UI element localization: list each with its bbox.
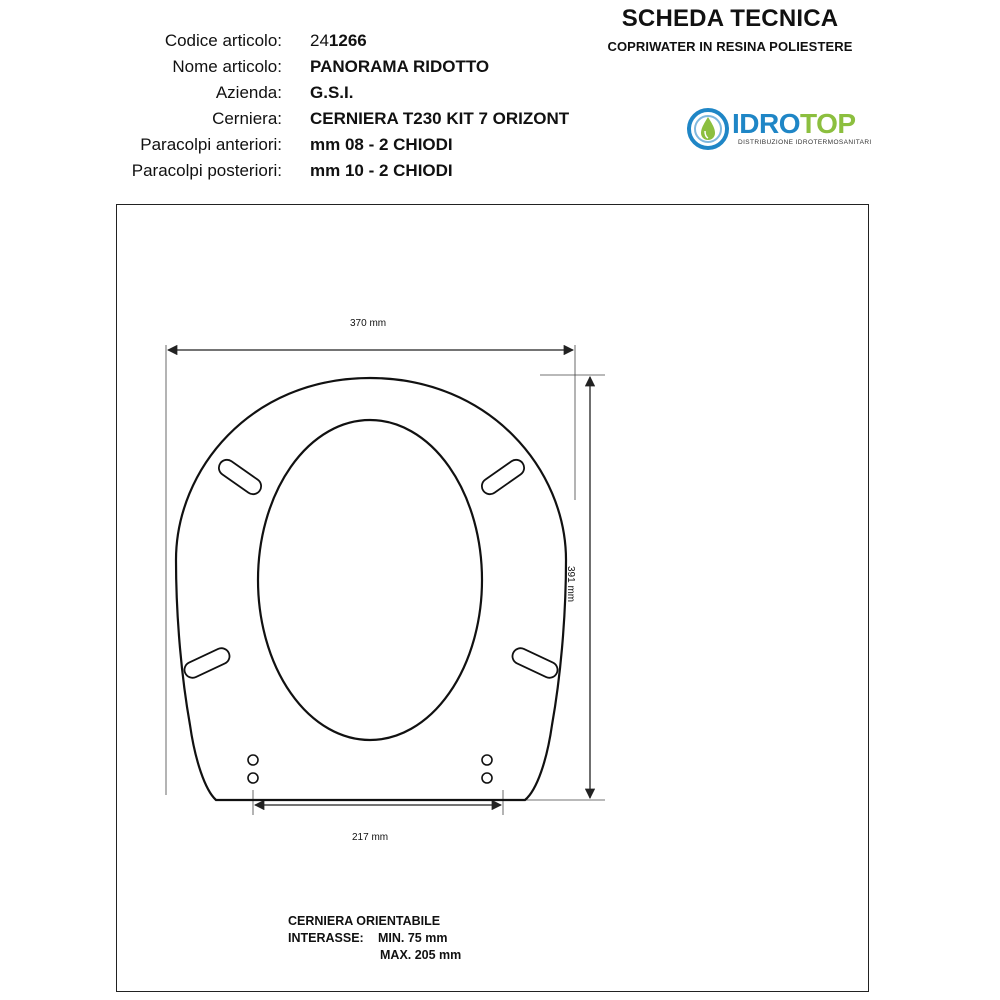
spec-value: PANORAMA RIDOTTO [310,57,490,76]
spec-value: mm 10 - 2 CHIODI [310,161,453,180]
spec-value: G.S.I. [310,83,354,102]
spec-label: Codice articolo: [164,31,282,50]
width-dimension-label: 370 mm [350,318,387,329]
hinge-hole [482,755,492,765]
hinge-hole [248,755,258,765]
seat-inner-opening [258,420,482,740]
note-interasse-max: MAX. 205 mm [380,948,462,962]
spec-value-code: 1266 [328,31,367,50]
spec-label: Azienda: [215,83,282,102]
seat-outer-outline [176,378,566,800]
spec-value-prefix: 24 [310,31,329,50]
note-interasse-min: MIN. 75 mm [378,931,448,945]
hinge-spacing-dimension-label: 217 mm [352,832,389,843]
note-line [288,930,448,947]
logo-wordmark-idro: IDRO [732,108,800,139]
hinge-hole [482,773,492,783]
spec-label: Paracolpi anteriori: [140,135,282,154]
note-line [288,913,440,930]
spec-value: mm 08 - 2 CHIODI [310,135,453,154]
page-title: SCHEDA TECNICA [621,5,839,32]
bumper-slot-top-left [216,457,264,498]
note-interasse-label: INTERASSE: [288,931,364,945]
bumper-slot-bottom-left [182,646,232,681]
spec-label: Nome articolo: [172,57,282,76]
logo-wordmark-top: TOP [800,108,856,139]
spec-label: Paracolpi posteriori: [131,161,282,180]
note-line [288,947,462,964]
spec-label: Cerniera: [212,109,282,128]
spec-value: CERNIERA T230 KIT 7 ORIZONT [310,109,570,128]
logo-tagline: DISTRIBUZIONE IDROTERMOSANITARI [738,139,872,146]
hinge-notes [288,913,462,964]
note-hinge-type: CERNIERA ORIENTABILE [288,914,441,928]
bumper-slot-bottom-right [510,646,560,681]
bumper-slot-top-right [479,457,527,498]
height-dimension-label: 391 mm [565,566,576,603]
hinge-hole [248,773,258,783]
page-subtitle: COPRIWATER IN RESINA POLIESTERE [607,39,853,54]
